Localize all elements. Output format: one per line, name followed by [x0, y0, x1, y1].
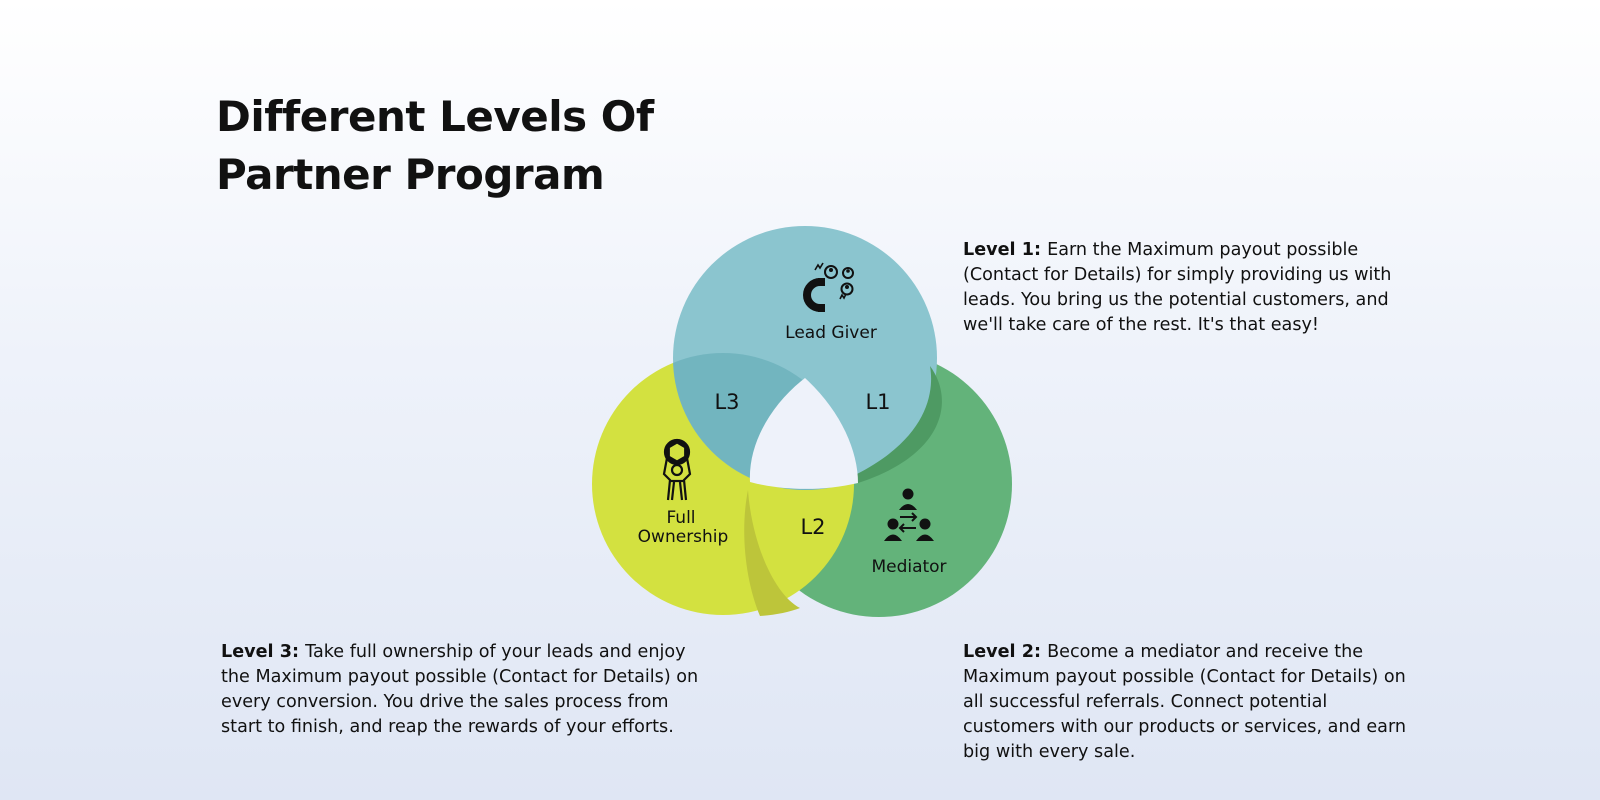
full-ownership-label-line-1: Full: [666, 508, 696, 528]
level-2-label: Level 2:: [963, 642, 1048, 662]
title-line-1: Different Levels Of: [216, 92, 654, 141]
level-code-l2: L2: [800, 515, 826, 539]
level-3-description: [221, 640, 711, 740]
mediator-label: Mediator: [871, 557, 947, 577]
title-line-2: Partner Program: [216, 150, 605, 199]
level-code-l3: L3: [714, 390, 740, 414]
full-ownership-label-line-2: Ownership: [637, 527, 729, 547]
lead-giver-label: Lead Giver: [785, 323, 877, 343]
level-2-description: [963, 640, 1423, 765]
level-3-text: Take full ownership of your leads and enjoy the Maximum payout possible (Contact for Details) on every conversion. You drive the sales process from start to finish, and reap the rewards of your efforts.: [221, 642, 699, 737]
level-1-label: Level 1:: [963, 240, 1048, 260]
level-1-description: [963, 238, 1433, 338]
level-2-text: Become a mediator and receive the Maximum payout possible (Contact for Details) on all successful referrals. Connect potential customers with our products or services, and earn big with every sale.: [963, 642, 1407, 762]
level-code-l1: L1: [865, 390, 891, 414]
level-1-text: Earn the Maximum payout possible (Contact for Details) for simply providing us with leads. You bring us the potential customers, and we'll take care of the rest. It's that easy!: [963, 240, 1392, 335]
level-3-label: Level 3:: [221, 642, 306, 662]
